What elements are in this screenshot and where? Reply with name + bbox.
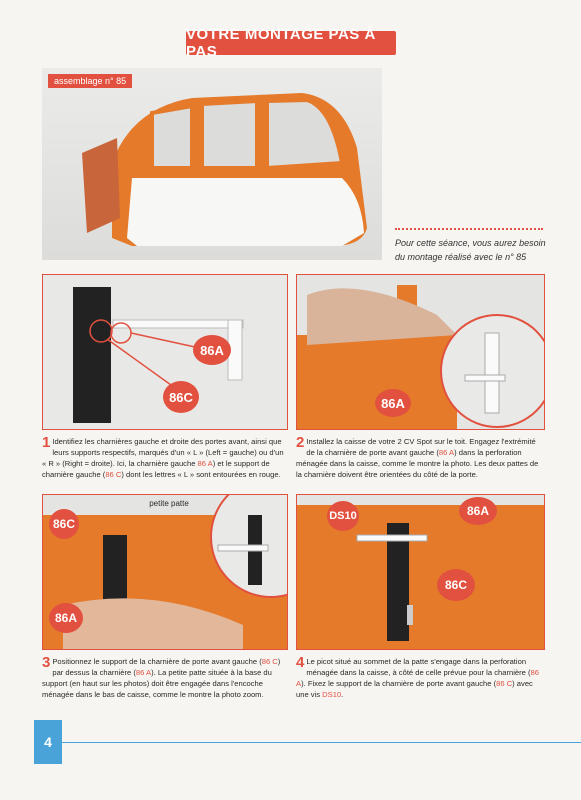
step-number: 2 xyxy=(296,434,305,451)
callout-86a: 86A xyxy=(459,497,497,525)
step-number: 4 xyxy=(296,654,305,671)
footer-rule xyxy=(62,742,581,743)
step3-photo xyxy=(42,494,288,650)
callout-86a: 86A xyxy=(49,603,83,633)
step-number: 1 xyxy=(42,434,51,451)
page-banner: VOTRE MONTAGE PAS À PAS xyxy=(186,31,396,55)
callout-86c: 86C xyxy=(437,569,475,601)
callout-ds10: DS10 xyxy=(327,501,359,531)
step-4-text: 4 Le picot situé au sommet de la patte s'engage dans la perforation ménagée dans la caisse, à côté de celle prévue pour la charnière (86 A). Fixez le support de la charnière de porte avant gauche (86 C) avec une vis DS10. xyxy=(296,654,539,699)
page-number: 4 xyxy=(34,720,62,764)
petite-patte-label: petite patte xyxy=(149,499,189,508)
callout-86c: 86C xyxy=(163,381,199,413)
step4-photo xyxy=(296,494,545,650)
step-3-text: 3 Positionnez le support de la charnière de porte avant gauche (86 C) par dessus la charnière (86 A). La petite patte située à la base du support (en haut sur les photos) doit être engagée dans l'encoche ménagée dans le bas de caisse, comme le montre la photo zoom. xyxy=(42,654,281,699)
caption-divider xyxy=(395,228,543,230)
callout-86c: 86C xyxy=(49,509,79,539)
hero-photo xyxy=(42,68,382,260)
step-2-text: 2 Installez la caisse de votre 2 CV Spot sur le toit. Engagez l'extrémité de la charnière de porte avant gauche (86 A) dans la perforation ménagée dans la caisse, comme le montre la photo. Les deux pattes de la charnière doivent être orientées du côté de la porte. xyxy=(296,434,539,479)
step-1-text: 1 Identifiez les charnières gauche et droite des portes avant, ainsi que leurs supports respectifs, marqués d'un « L » (Left = gauche) ou d'un « R » (Right = droite). Ici, la charnière gauche 86 A) et le support de charnière gauche (86 C) dont les lettres « L » sont entourées en rouge. xyxy=(42,434,284,479)
step1-photo xyxy=(42,274,288,430)
hero-caption: Pour cette séance, vous aurez besoin du montage réalisé avec le n° 85 xyxy=(395,238,546,262)
callout-86a: 86A xyxy=(375,389,411,417)
callout-86a: 86A xyxy=(193,335,231,365)
car-body-illustration xyxy=(42,68,382,260)
assembly-label: assemblage n° 85 xyxy=(48,74,132,88)
step2-photo xyxy=(296,274,545,430)
step-number: 3 xyxy=(42,654,51,671)
